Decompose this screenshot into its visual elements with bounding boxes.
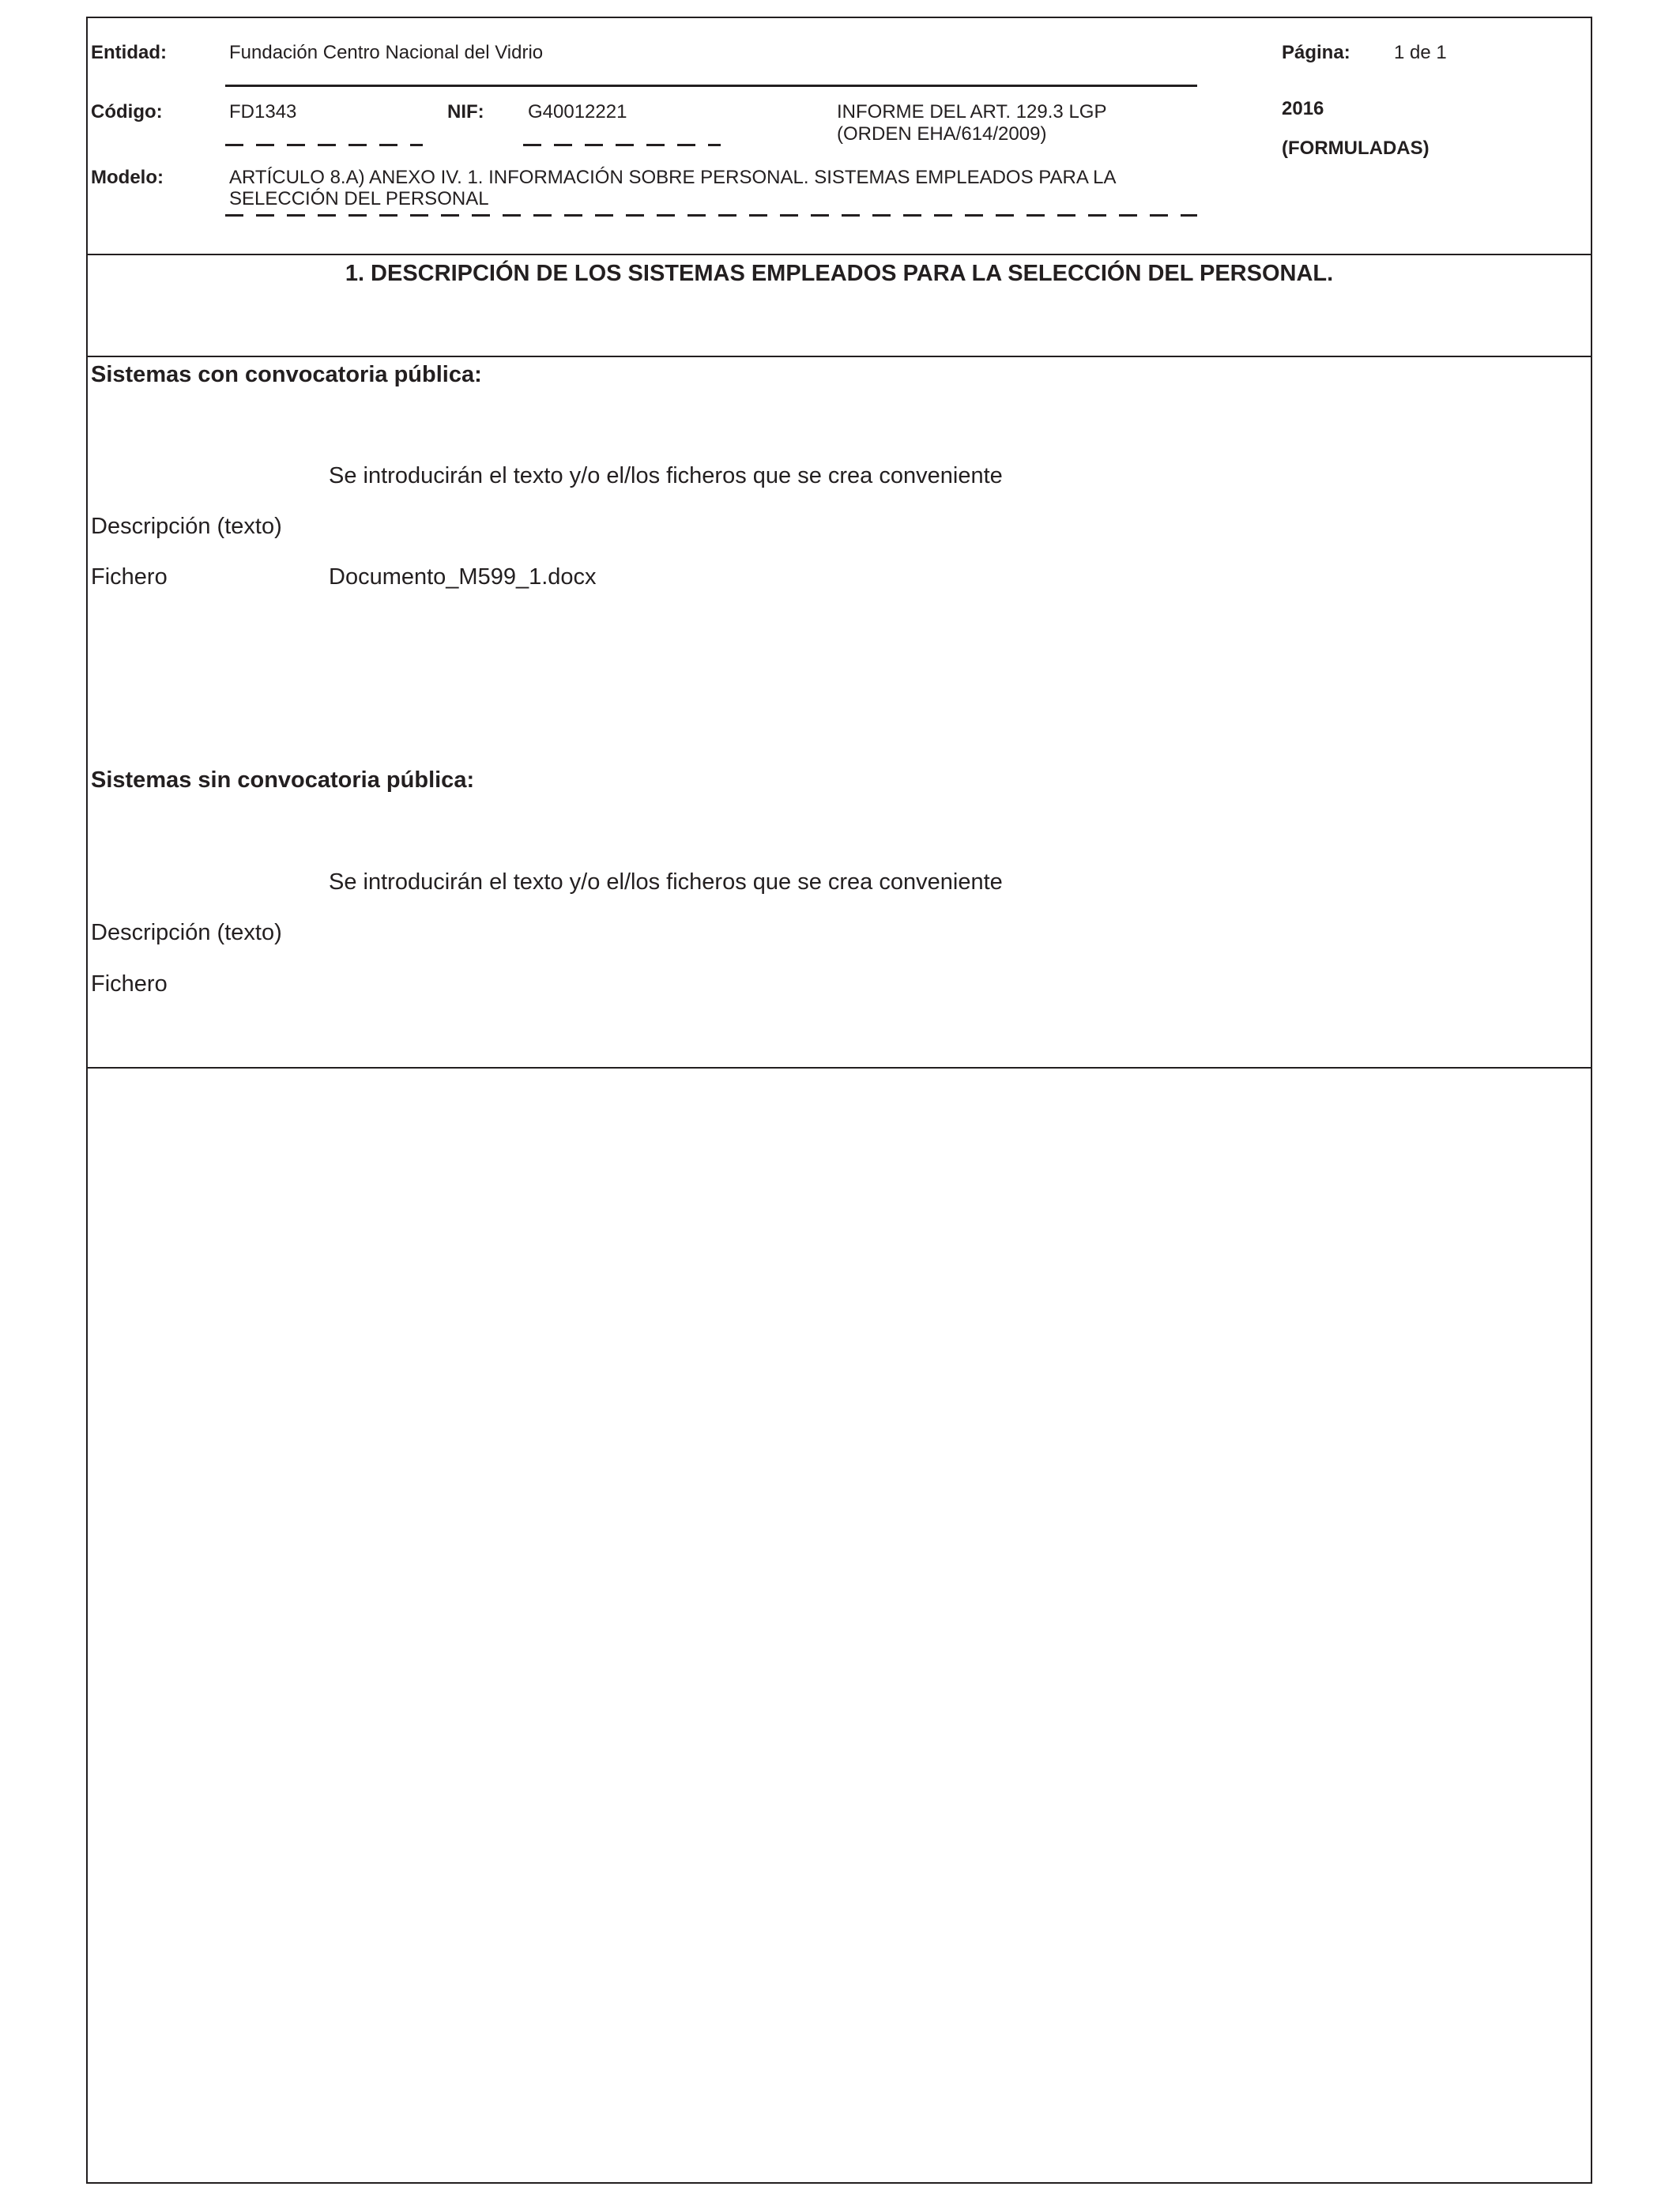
- instruction-text: Se introducirán el texto y/o el/los ficheros que se crea conveniente: [329, 463, 1003, 488]
- pagina-value: 1 de 1: [1394, 42, 1447, 63]
- title-divider: [86, 356, 1592, 357]
- modelo-label: Modelo:: [91, 167, 164, 188]
- modelo-line1: ARTÍCULO 8.A) ANEXO IV. 1. INFORMACIÓN SOBRE PERSONAL. SISTEMAS EMPLEADOS PARA LA: [229, 167, 1117, 188]
- section-heading-sin-convocatoria: Sistemas sin convocatoria pública:: [91, 767, 475, 793]
- nif-label: NIF:: [447, 101, 484, 123]
- section-title: 1. DESCRIPCIÓN DE LOS SISTEMAS EMPLEADOS PARA LA SELECCIÓN DEL PERSONAL.: [345, 261, 1334, 286]
- content-divider: [86, 1067, 1592, 1069]
- codigo-value: FD1343: [229, 101, 297, 123]
- document-frame: [86, 17, 1592, 2184]
- informe-line1: INFORME DEL ART. 129.3 LGP: [837, 101, 1107, 123]
- descripcion-label: Descripción (texto): [91, 920, 282, 945]
- nif-value: G40012221: [528, 101, 627, 123]
- modelo-line2: SELECCIÓN DEL PERSONAL: [229, 188, 489, 209]
- entidad-label: Entidad:: [91, 42, 167, 63]
- fichero-label: Fichero: [91, 971, 168, 997]
- header-divider: [86, 254, 1592, 255]
- instruction-text: Se introducirán el texto y/o el/los ficheros que se crea conveniente: [329, 869, 1003, 895]
- codigo-underline: [225, 144, 423, 146]
- descripcion-label: Descripción (texto): [91, 514, 282, 539]
- fichero-label: Fichero: [91, 564, 168, 590]
- modelo-underline: [225, 214, 1197, 217]
- section-heading-con-convocatoria: Sistemas con convocatoria pública:: [91, 362, 482, 387]
- nif-underline: [523, 144, 721, 146]
- pagina-label: Página:: [1282, 42, 1350, 63]
- report-status: (FORMULADAS): [1282, 138, 1430, 159]
- codigo-label: Código:: [91, 101, 163, 123]
- entidad-underline: [225, 85, 1197, 87]
- fichero-link[interactable]: Documento_M599_1.docx: [329, 564, 597, 590]
- informe-line2: (ORDEN EHA/614/2009): [837, 123, 1047, 145]
- report-year: 2016: [1282, 98, 1324, 119]
- entidad-value: Fundación Centro Nacional del Vidrio: [229, 42, 544, 63]
